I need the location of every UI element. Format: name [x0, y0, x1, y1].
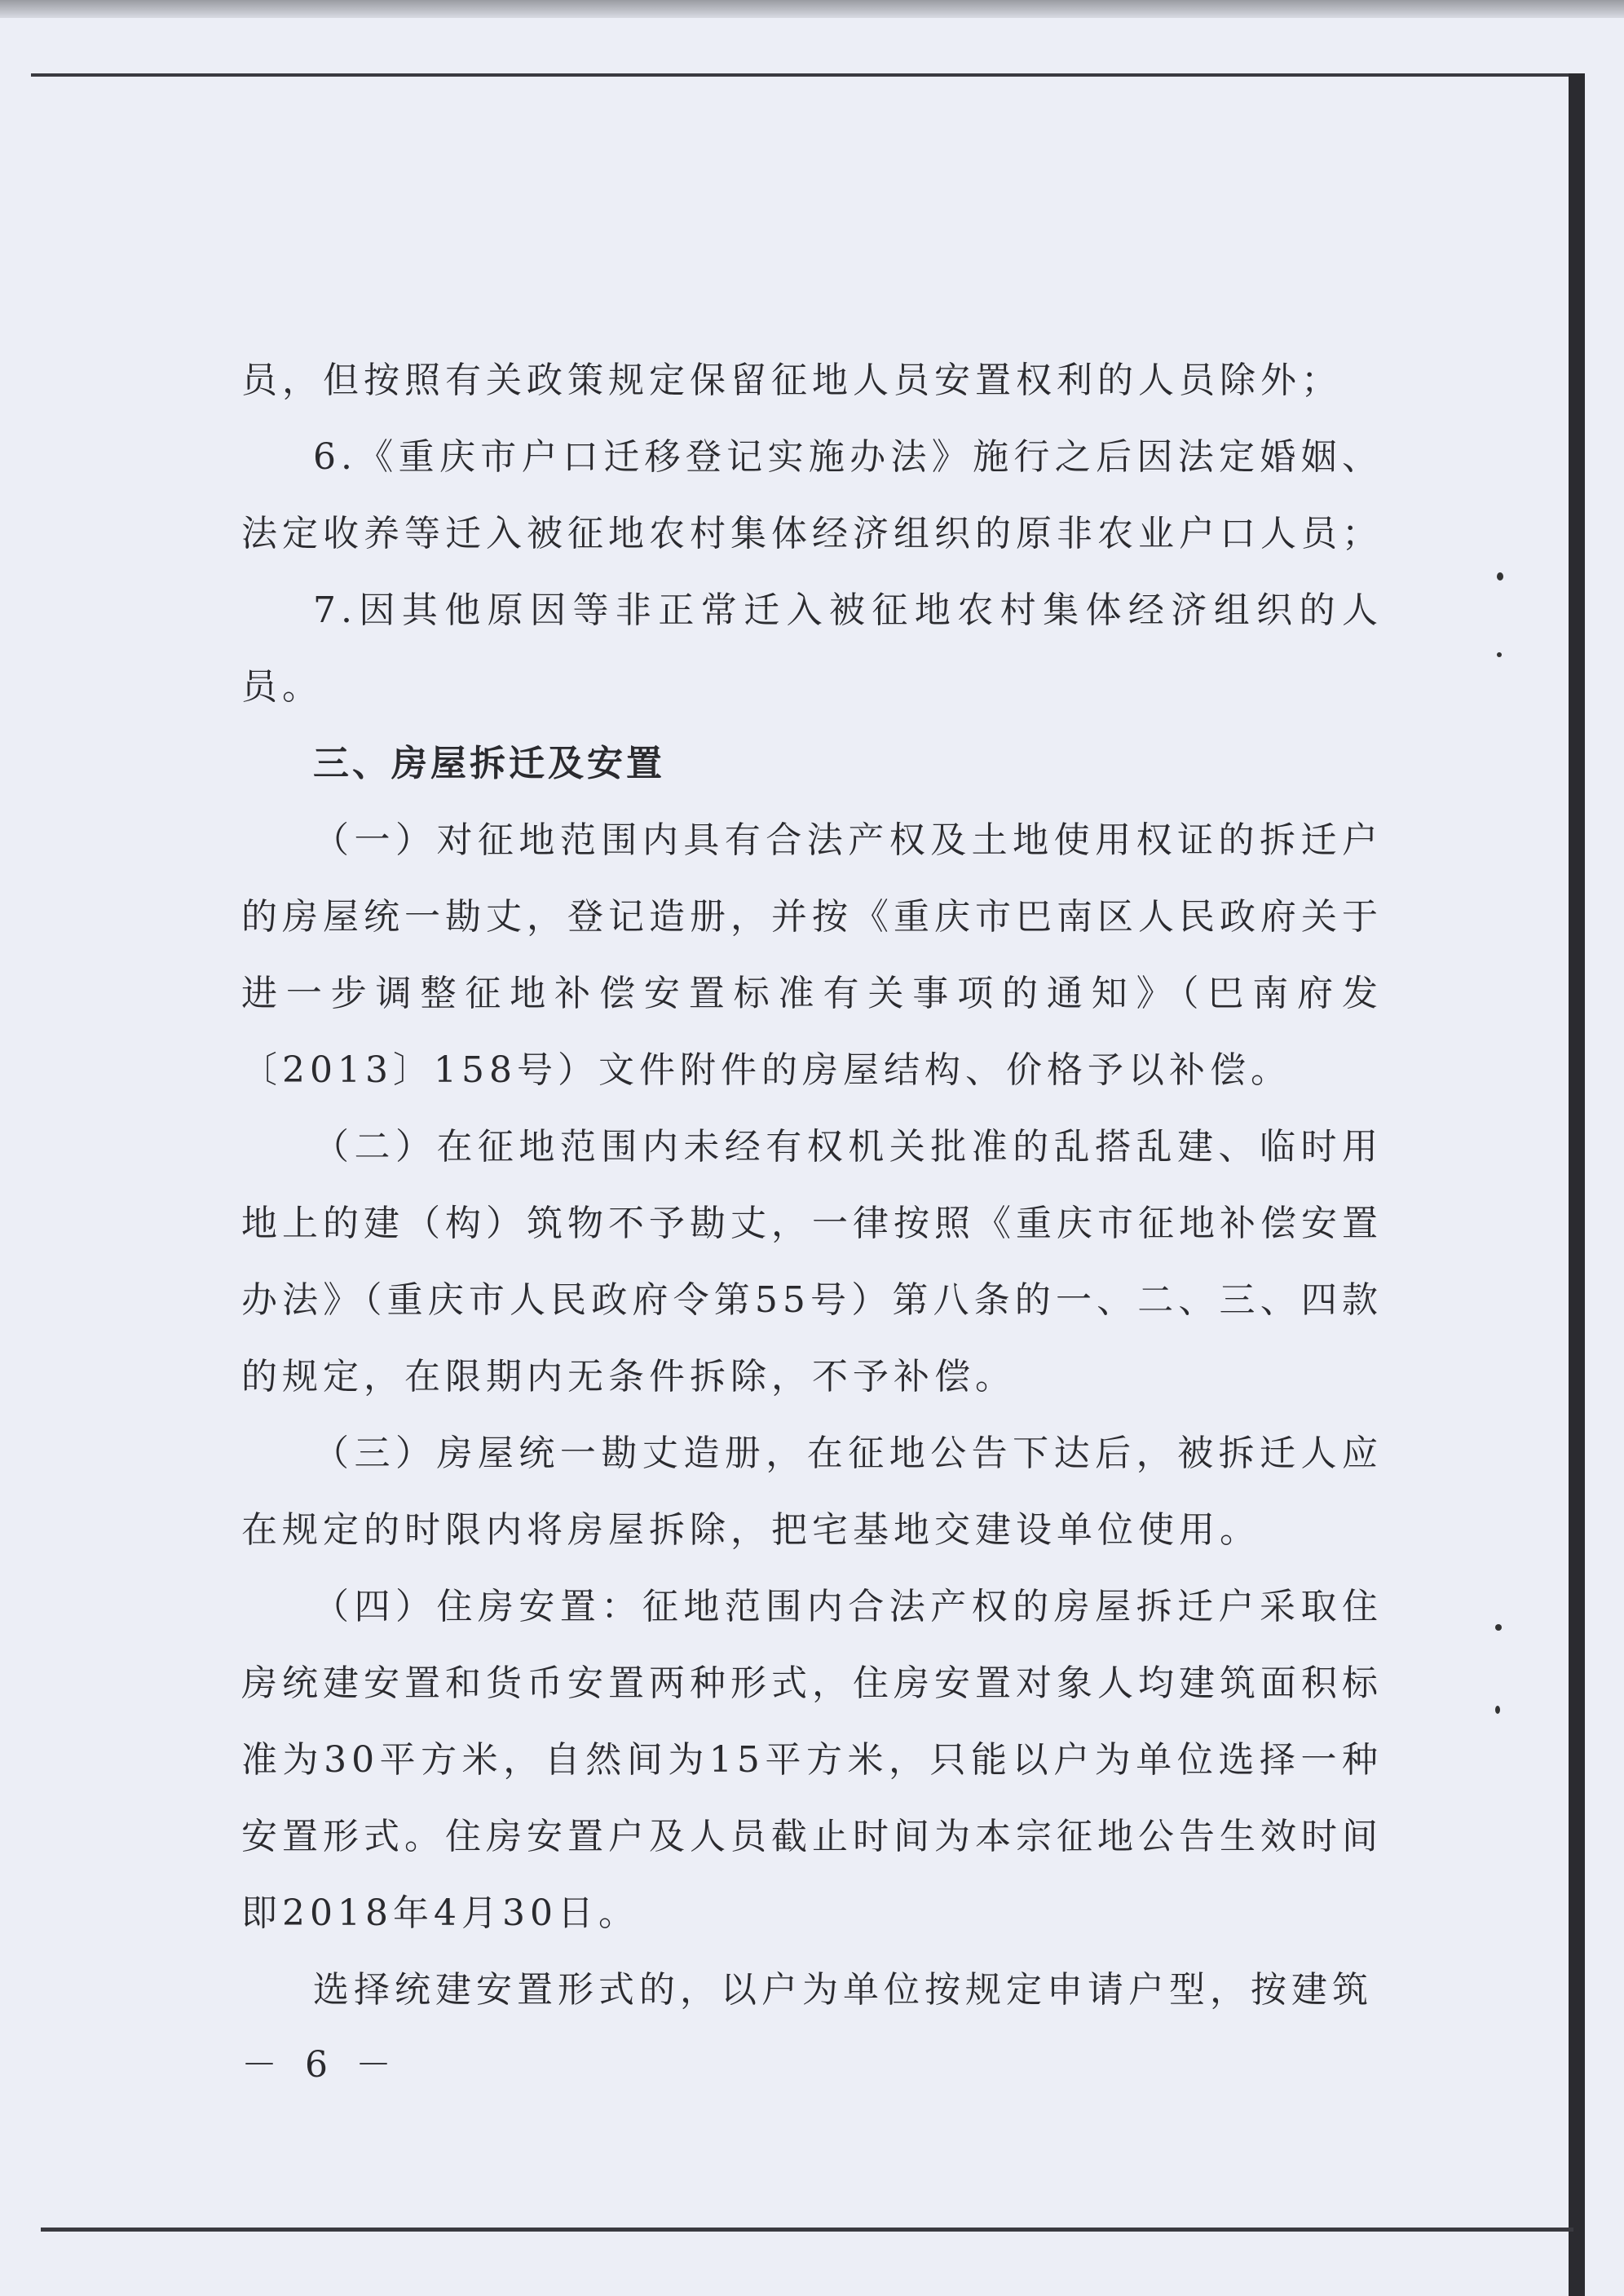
- scan-speck: [1495, 1706, 1500, 1714]
- subsection-2: （二）在征地范围内未经有权机关批准的乱搭乱建、临时用地上的建（构）筑物不予勘丈，一律按照《重庆市征地补偿安置办法》（重庆市人民政府令第55号）第八条的一、二、三、四款的规定，在限期内无条件拆除，不予补偿。: [241, 1126, 1383, 1397]
- subsection-4: （四）住房安置：征地范围内合法产权的房屋拆迁户采取住房统建安置和货币安置两种形式，住房安置对象人均建筑面积标准为30平方米，自然间为15平方米，只能以户为单位选择一种安置形式。住房安置户及人员截止时间为本宗征地公告生效时间即2018年4月30日。: [241, 1586, 1383, 1934]
- paragraph-unified-housing: 选择统建安置形式的，以户为单位按规定申请户型，按建筑: [313, 1969, 1373, 2011]
- subsection-1: （一）对征地范围内具有合法产权及土地使用权证的拆迁户的房屋统一勘丈，登记造册，并按《重庆市巴南区人民政府关于进一步调整征地补偿安置标准有关事项的通知》（巴南府发〔2013〕158号）文件附件的房屋结构、价格予以补偿。: [241, 819, 1383, 1091]
- document-body: [241, 342, 1383, 2029]
- page-border-bottom: [41, 2228, 1573, 2232]
- page-border-right: [1569, 73, 1585, 2296]
- section-heading-3: 三、房屋拆迁及安置: [313, 743, 665, 784]
- scan-speck: [1495, 1624, 1502, 1631]
- page-border-top: [31, 73, 1580, 77]
- scan-top-edge: [0, 0, 1624, 18]
- list-item-7: 7.因其他原因等非正常迁入被征地农村集体经济组织的人员。: [241, 589, 1383, 708]
- list-item-6: 6.《重庆市户口迁移登记实施办法》施行之后因法定婚姻、法定收养等迁入被征地农村集体经济组织的原非农业户口人员；: [241, 436, 1383, 554]
- paragraph-continuation: 员，但按照有关政策规定保留征地人员安置权利的人员除外；: [241, 360, 1342, 401]
- page-number: － 6 －: [241, 2044, 399, 2086]
- scan-speck: [1497, 572, 1503, 581]
- scan-speck: [1497, 652, 1502, 657]
- subsection-3: （三）房屋统一勘丈造册，在征地公告下达后，被拆迁人应在规定的时限内将房屋拆除，把宅基地交建设单位使用。: [241, 1433, 1383, 1551]
